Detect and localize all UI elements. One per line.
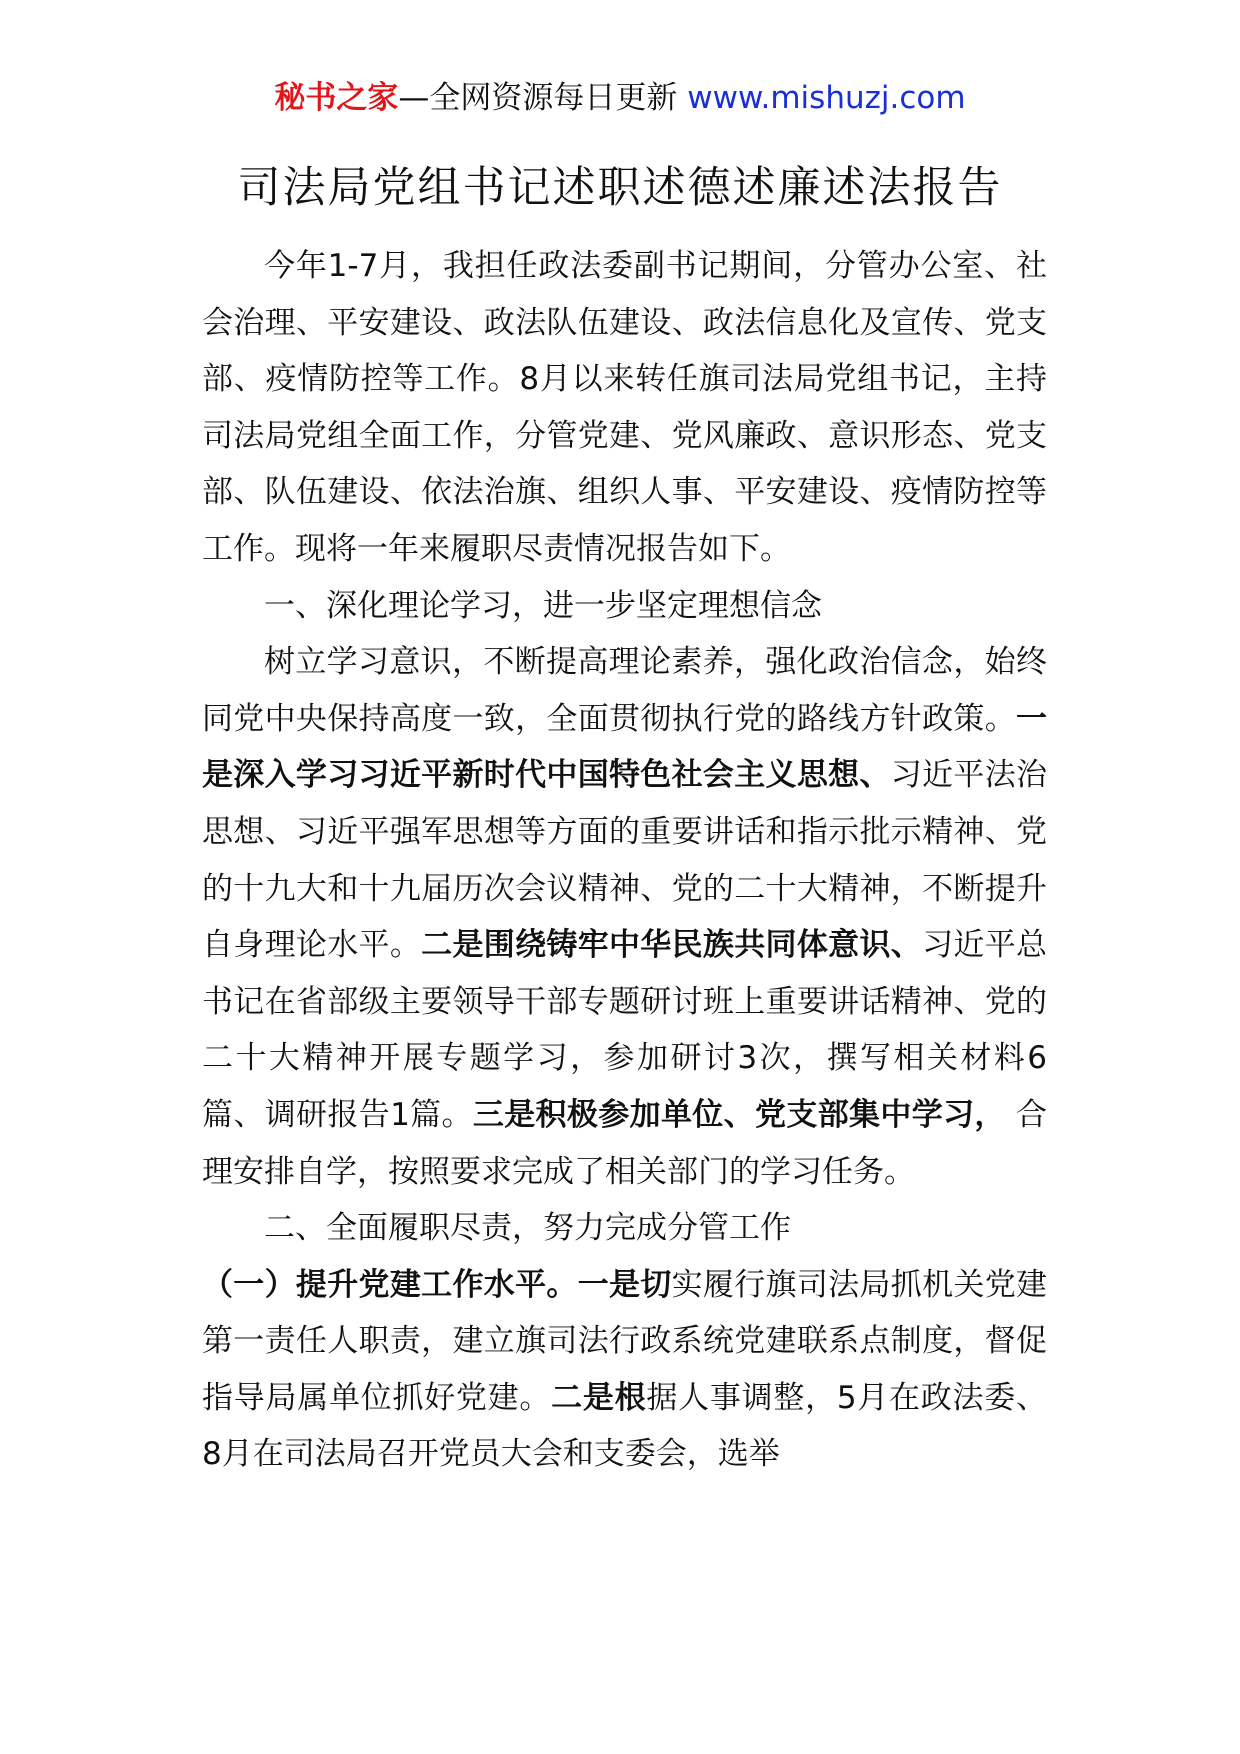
section-2-paragraph xyxy=(202,1257,1047,1483)
section-1-text-d: 合理安排自学，按照要求完成了相关部门的学习任务。 xyxy=(202,1096,1047,1190)
section-1-paragraph xyxy=(202,634,1047,1200)
site-tagline: —全网资源每日更新 xyxy=(398,80,688,116)
section-1-text-b: 习近平法治思想、习近平强军思想等方面的重要讲话和指示批示精神、党的十九大和十九届历次会议精神、党的二十大精神，不断提升自身理论水平。 xyxy=(202,757,1048,964)
section-1-point-3: 三是积极参加单位、党支部集中学习， xyxy=(472,1096,1006,1133)
document-title: 司法局党组书记述职述德述廉述法报告 xyxy=(237,163,1003,213)
section-1-heading: 一、深化理论学习，进一步坚定理想信念 xyxy=(264,587,822,623)
document-body xyxy=(202,238,1047,1483)
section-1-point-2: 二是围绕铸牢中华民族共同体意识、 xyxy=(421,927,923,964)
site-header xyxy=(0,78,1240,118)
section-2-text-a: 实履行旗司法局抓机关党建第一责任人职责，建立旗司法行政系统党建联系点制度，督促指导局属单位抓好党建。 xyxy=(202,1266,1048,1416)
section-1-text-a: 树立学习意识，不断提高理论素养，强化政治信念，始终同党中央保持高度一致，全面贯彻执行党的路线方针政策。 xyxy=(202,644,1047,737)
section-2-subheading: （一）提升党建工作水平。一是切 xyxy=(202,1266,672,1303)
section-2-heading: 二、全面履职尽责，努力完成分管工作 xyxy=(264,1210,791,1246)
section-2-text-b: 据人事调整，5月在政法委、8月在司法局召开党员大会和支委会，选举 xyxy=(202,1379,1048,1473)
site-url-link[interactable]: www.mishuzj.com xyxy=(687,80,966,116)
site-brand: 秘书之家 xyxy=(274,80,399,116)
section-2-point-2: 二是根 xyxy=(551,1379,647,1416)
section-1-point-1: 一是深入学习习近平新时代中国特色社会主义思想、 xyxy=(202,700,1047,794)
intro-paragraph: 今年1-7月，我担任政法委副书记期间，分管办公室、社会治理、平安建设、政法队伍建设、政法信息化及宣传、党支部、疫情防控等工作。8月以来转任旗司法局党组书记，主持司法局党组全面工作，分管党建、党风廉政、意识形态、党支部、队伍建设、依法治旗、组织人事、平安建设、疫情防控等工作。现将一年来履职尽责情况报告如下。 xyxy=(202,248,1047,567)
section-1-text-c: 习近平总书记在省部级主要领导干部专题研讨班上重要讲话精神、党的二十大精神开展专题学习，参加研讨3次，撰写相关材料6篇、调研报告1篇。 xyxy=(202,927,1048,1133)
